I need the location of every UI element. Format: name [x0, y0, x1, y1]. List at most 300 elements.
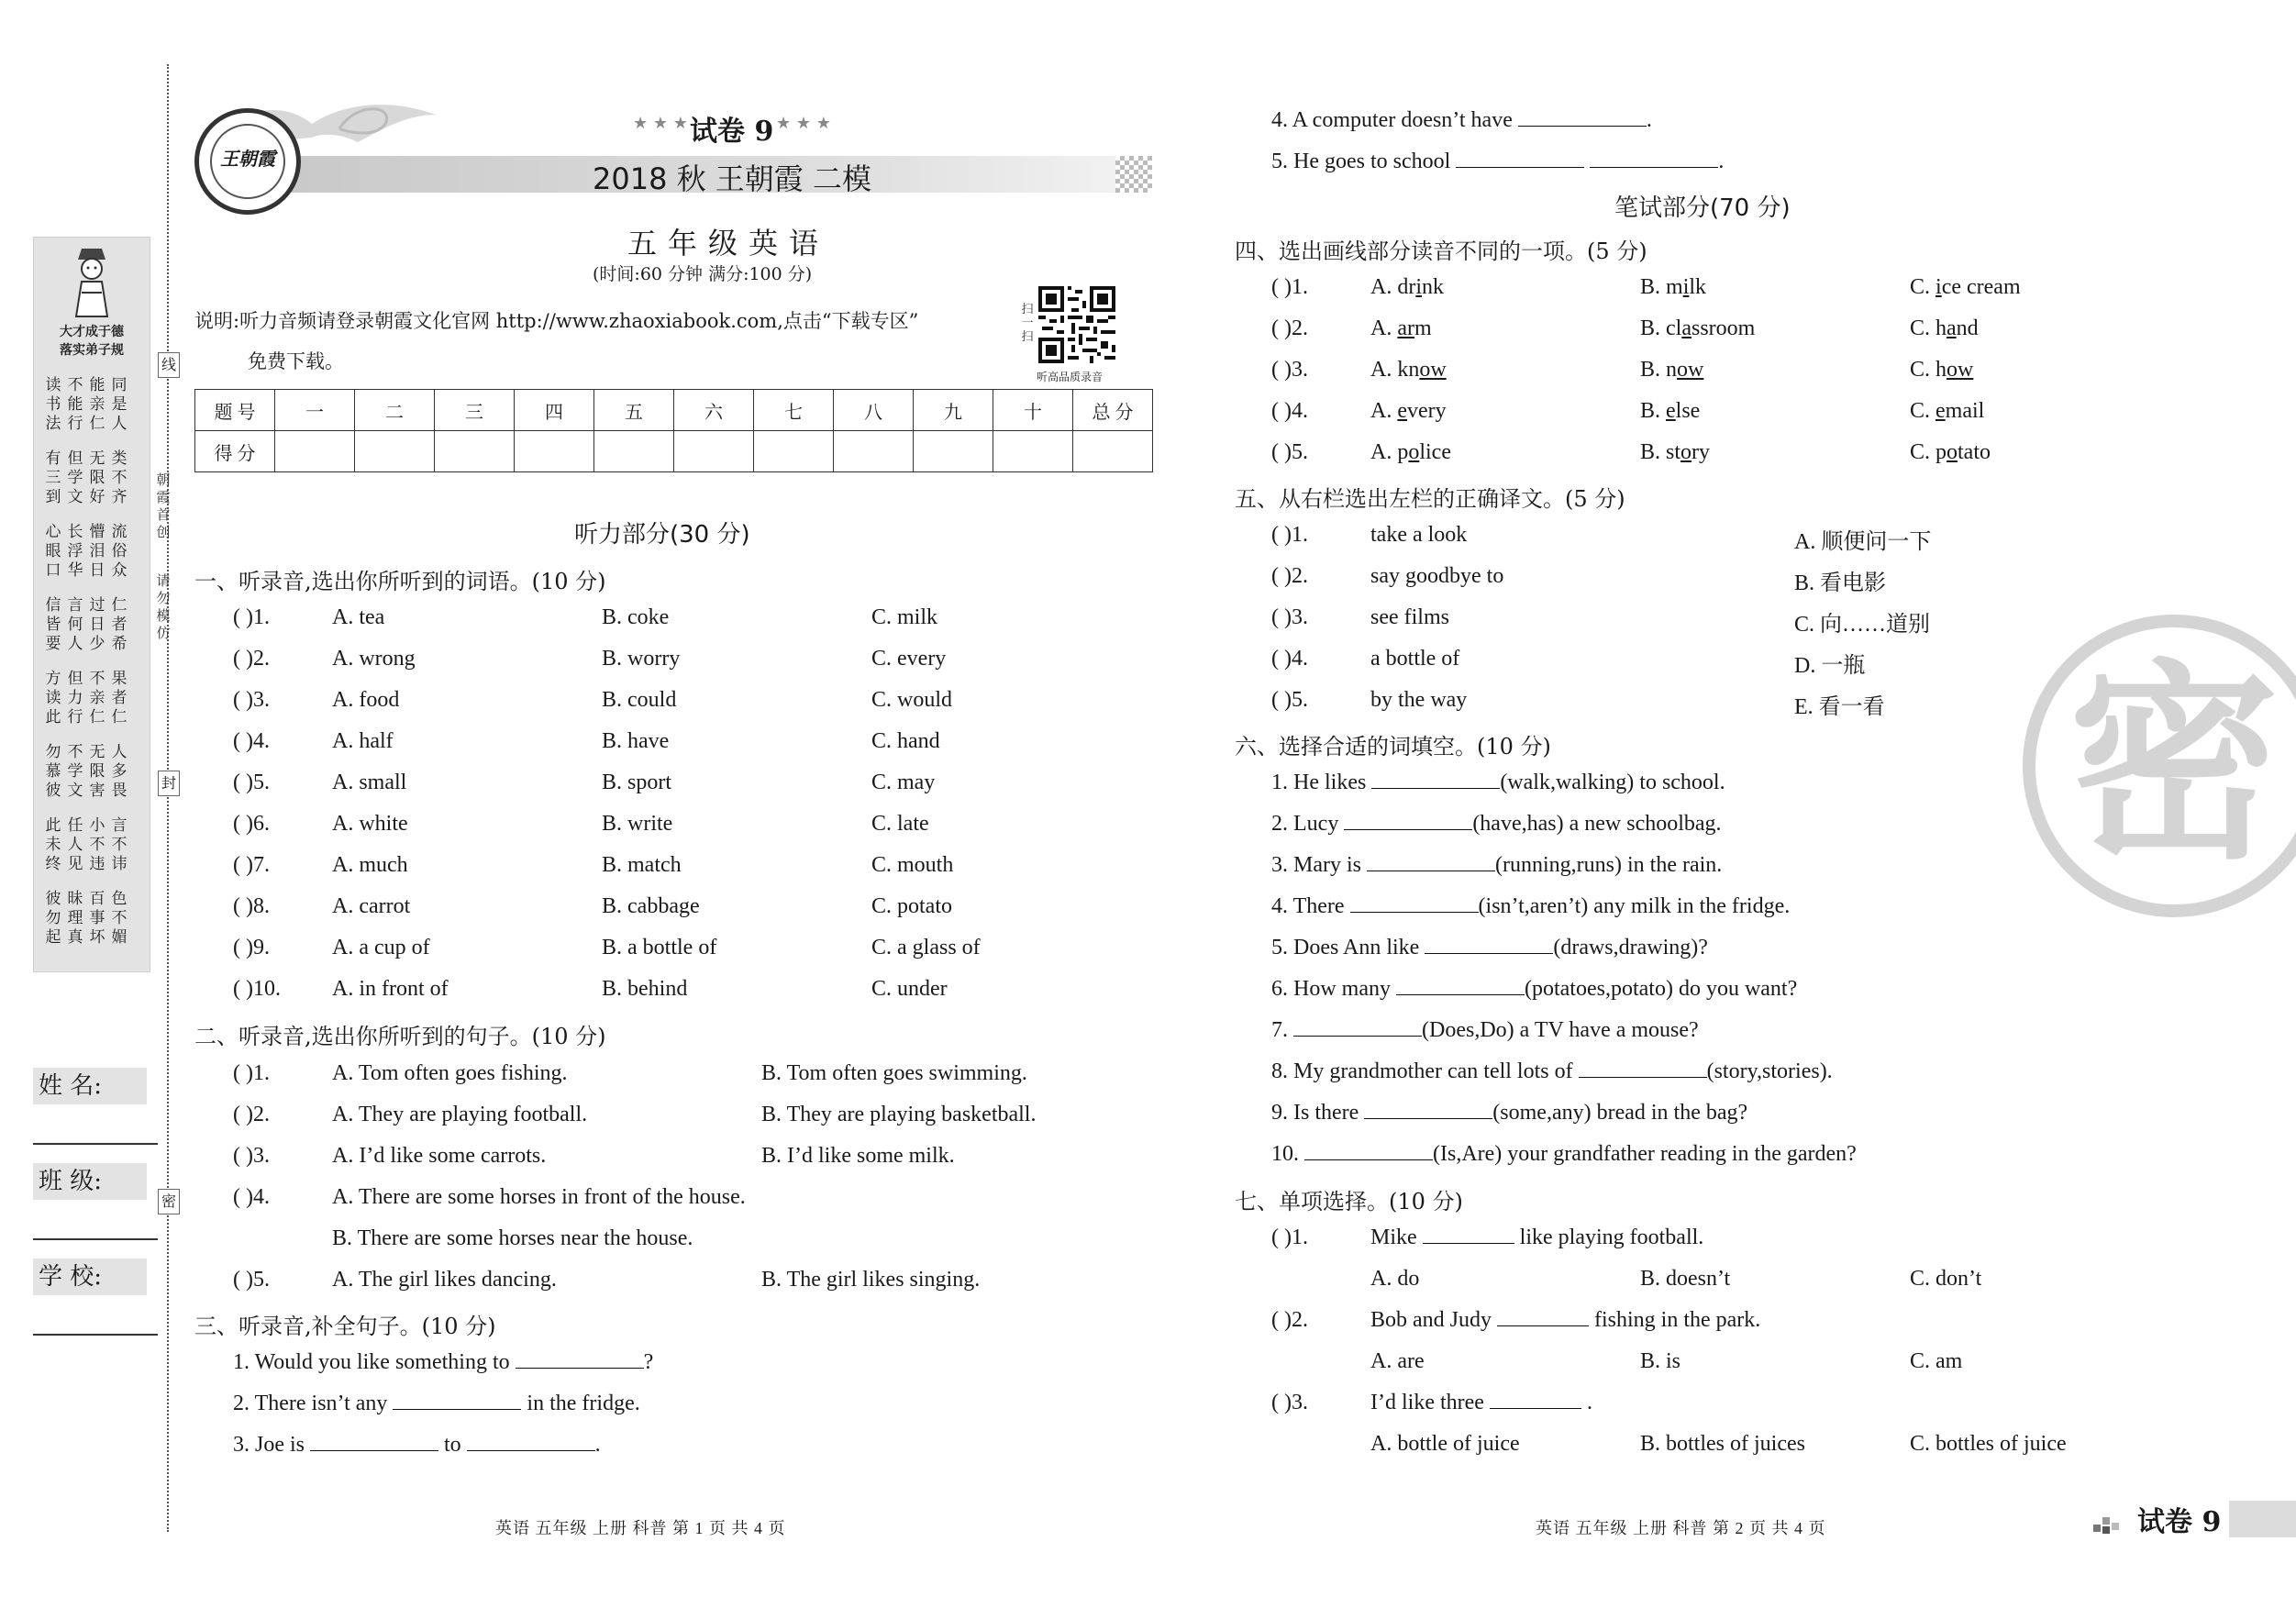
s7-text: Mike	[1370, 1225, 1417, 1249]
score-table	[194, 389, 1153, 472]
s7-option-b[interactable]: B. doesn’t	[1640, 1267, 1731, 1291]
corner-paper-label: 试卷 9	[2137, 1506, 2222, 1538]
s4-option-a[interactable]	[1370, 440, 1451, 465]
s6-question	[1271, 853, 1722, 878]
s2-option-b[interactable]: B. They are playing basketball.	[761, 1103, 1037, 1126]
s6-question	[1271, 1142, 1857, 1167]
underlined-letters: ow	[1947, 358, 1974, 382]
s7-option-b[interactable]: B. is	[1640, 1349, 1681, 1373]
section-4-title: 四、选出画线部分读音不同的一项。(5 分)	[1235, 238, 1647, 264]
answer-blank[interactable]	[1497, 1309, 1589, 1326]
s2-option-a[interactable]: A. Tom often goes fishing.	[332, 1061, 568, 1085]
s6-text: (some,any) bread in the bag?	[1492, 1101, 1748, 1125]
s7-text: fishing in the park.	[1594, 1308, 1761, 1332]
school-field[interactable]	[33, 1334, 158, 1336]
option-text: m	[1414, 316, 1432, 340]
underlined-letters: o	[1680, 440, 1692, 464]
answer-blank[interactable]	[310, 1434, 438, 1451]
s4-q-num: ( )1.	[1271, 275, 1308, 299]
motto-column: 不学文	[67, 743, 83, 800]
answer-blank[interactable]	[1425, 937, 1553, 954]
score-head-8: 八	[834, 390, 914, 431]
s5-q-num: ( )4.	[1271, 647, 1308, 671]
stars-right: ★ ★ ★	[776, 114, 831, 133]
option-text: B.	[1640, 399, 1667, 423]
s2-q-num: ( )2.	[233, 1103, 270, 1126]
underlined-letters: o	[1408, 440, 1420, 464]
motto-column: 不亲仁	[89, 670, 105, 726]
s1-option-b[interactable]: B. match	[602, 853, 682, 877]
motto-column: 心眼口	[45, 523, 61, 580]
s1-option-b[interactable]: B. behind	[602, 977, 688, 1001]
s6-text: (walk,walking) to school.	[1500, 771, 1725, 794]
underlined-letters: ar	[1397, 316, 1414, 340]
s1-q-num: ( )2.	[233, 647, 270, 671]
side-note-2: 请勿模仿	[156, 572, 171, 641]
motto-column: 过日少	[89, 596, 105, 653]
s6-text: 9. Is there	[1271, 1101, 1359, 1125]
score-head-3: 三	[435, 390, 515, 431]
s1-option-b[interactable]: B. cabbage	[602, 894, 700, 918]
instruction-note-cont: 免费下载。	[248, 350, 344, 372]
watermark-char: 密	[2068, 643, 2279, 888]
underlined-letters: i	[1415, 275, 1422, 299]
exam-title: 2018 秋 王朝霞 二模	[593, 161, 871, 196]
s4-q-num: ( )5.	[1271, 440, 1308, 464]
answer-blank[interactable]	[1293, 1019, 1422, 1037]
option-text: A.	[1370, 399, 1398, 423]
s1-option-a[interactable]: A. white	[332, 812, 408, 836]
qr-caption: 听高品质录音	[1037, 371, 1104, 383]
s1-option-c[interactable]: C. potato	[871, 894, 952, 918]
s7-option-a[interactable]: A. do	[1370, 1267, 1420, 1291]
s5-q-num: ( )1.	[1271, 523, 1308, 547]
motto-column: 方读此	[45, 670, 61, 726]
s3-q2	[233, 1392, 640, 1416]
s1-option-c[interactable]: C. mouth	[871, 853, 954, 877]
footer-page-2: 英语 五年级 上册 科普 第 2 页 共 4 页	[1536, 1519, 1826, 1537]
s3-q5-end: .	[1718, 150, 1725, 173]
option-text: ce cream	[1941, 275, 2021, 299]
s6-text: 6. How many	[1271, 977, 1391, 1001]
option-text: C.	[1910, 275, 1936, 299]
s2-option-a[interactable]: A. I’d like some carrots.	[332, 1144, 547, 1168]
score-head-0: 题 号	[195, 390, 275, 431]
underlined-letters: ow	[1419, 358, 1447, 382]
motto-column: 无限害	[89, 743, 105, 800]
s1-option-a[interactable]: A. in front of	[332, 977, 449, 1001]
s6-question	[1271, 936, 1708, 960]
answer-blank[interactable]	[1367, 854, 1495, 871]
motto-column: 任人见	[67, 816, 83, 873]
motto-column: 无限好	[89, 449, 105, 506]
motto-column: 言不讳	[111, 816, 128, 873]
underlined-letters: e	[1666, 399, 1676, 423]
motto-column: 同是人	[111, 376, 128, 433]
s3-q1-text: 1. Would you like something to	[233, 1350, 510, 1374]
s6-text: (isn’t,aren’t) any milk in the fridge.	[1478, 894, 1791, 918]
s3-q2-text: 2. There isn’t any	[233, 1392, 388, 1415]
s7-option-a[interactable]: A. bottle of juice	[1370, 1432, 1520, 1456]
score-head-5: 五	[594, 390, 674, 431]
motto-column: 小不违	[89, 816, 105, 873]
s2-q4-option-a[interactable]: A. There are some horses in front of the house.	[332, 1185, 746, 1209]
s5-english-phrase: take a look	[1370, 523, 1468, 547]
s2-q4-option-b[interactable]: B. There are some horses near the house.	[332, 1226, 693, 1250]
answer-blank[interactable]	[1371, 771, 1500, 789]
section-5-title: 五、从右栏选出左栏的正确译文。(5 分)	[1235, 486, 1625, 512]
qr-side-text: 扫一扫	[1021, 303, 1034, 344]
footer-page-1: 英语 五年级 上册 科普 第 1 页 共 4 页	[495, 1519, 786, 1537]
s3-q1-end: ?	[643, 1350, 654, 1374]
s1-q-num: ( )1.	[233, 605, 270, 629]
s6-text: (Is,Are) your grandfather reading in the garden?	[1433, 1142, 1857, 1166]
s6-question	[1271, 1018, 1699, 1043]
s3-q4-text: 4. A computer doesn’t have	[1271, 108, 1513, 132]
logo-text: 王朝霞	[220, 148, 275, 170]
s1-q-num: ( )9.	[233, 936, 270, 959]
motto-column: 流俗众	[111, 523, 128, 580]
score-row-label: 得 分	[195, 431, 275, 472]
s6-text: 8. My grandmother can tell lots of	[1271, 1059, 1573, 1083]
s4-option-c[interactable]	[1910, 440, 1991, 465]
score-cell[interactable]	[993, 431, 1073, 472]
s6-question	[1271, 894, 1790, 919]
option-text: nk	[1422, 275, 1444, 299]
option-text: B. st	[1640, 440, 1681, 464]
s6-text: 7.	[1271, 1018, 1288, 1042]
s2-option-b[interactable]: B. I’d like some milk.	[761, 1144, 955, 1168]
cut-line	[167, 64, 169, 1532]
s2-q-num: ( )3.	[233, 1144, 270, 1168]
score-cell[interactable]	[515, 431, 594, 472]
s1-option-b[interactable]: B. write	[602, 812, 673, 836]
s6-question	[1271, 771, 1725, 795]
s6-text: (story,stories).	[1706, 1059, 1833, 1083]
s3-q3-text-2: to	[444, 1433, 461, 1457]
option-text: C. h	[1910, 316, 1947, 340]
corner-bar	[2229, 1501, 2296, 1537]
s6-text: (Does,Do) a TV have a mouse?	[1422, 1018, 1699, 1042]
score-cell[interactable]	[355, 431, 435, 472]
paper-label: 试卷 9	[690, 116, 774, 148]
stars-left: ★ ★ ★	[633, 114, 688, 133]
option-text: ry	[1691, 440, 1711, 464]
score-head-1: 一	[275, 390, 355, 431]
s4-q-num: ( )4.	[1271, 399, 1308, 423]
motto-column: 百事坏	[89, 890, 105, 947]
motto-column: 懵泪日	[89, 523, 105, 580]
s5-english-phrase: by the way	[1370, 688, 1468, 712]
s6-text: 10.	[1271, 1142, 1299, 1166]
underlined-letters: ow	[1677, 358, 1704, 382]
option-text: A. dr	[1370, 275, 1416, 299]
brand-logo	[194, 108, 301, 215]
s1-q-num: ( )3.	[233, 688, 270, 712]
s1-option-a[interactable]: A. tea	[332, 605, 385, 629]
s2-option-b[interactable]: B. Tom often goes swimming.	[761, 1061, 1027, 1085]
score-head-9: 九	[914, 390, 993, 431]
school-label: 学 校:	[33, 1259, 147, 1295]
s1-option-a[interactable]: A. small	[332, 771, 407, 794]
s5-chinese-option[interactable]: C. 向……道别	[1794, 613, 1931, 637]
s1-option-b[interactable]: B. could	[602, 688, 677, 712]
score-head-2: 二	[355, 390, 435, 431]
s4-option-c[interactable]	[1910, 358, 1973, 383]
motto-heading-2: 落实弟子规	[60, 343, 124, 358]
s6-question	[1271, 977, 1797, 1002]
qr-code[interactable]	[1038, 286, 1115, 363]
option-text: lk	[1689, 275, 1707, 299]
section-7-title: 七、单项选择。(10 分)	[1235, 1189, 1463, 1214]
s4-option-b[interactable]	[1640, 440, 1710, 465]
underlined-letters: a	[1681, 316, 1691, 340]
s7-option-c[interactable]: C. am	[1910, 1349, 1963, 1373]
motto-column: 果者仁	[111, 670, 128, 726]
option-text: C. p	[1910, 440, 1947, 464]
s1-option-a[interactable]: A. much	[332, 853, 408, 877]
s4-option-a[interactable]	[1370, 316, 1432, 341]
checker-pattern	[1115, 156, 1152, 193]
s1-q-num: ( )4.	[233, 729, 270, 753]
s7-option-a[interactable]: A. are	[1370, 1349, 1425, 1373]
motto-column: 色不媚	[111, 890, 128, 947]
s5-english-phrase: see films	[1370, 605, 1449, 629]
s7-text: like playing football.	[1519, 1225, 1704, 1249]
s1-option-a[interactable]: A. food	[332, 688, 400, 712]
s7-text: .	[1586, 1391, 1592, 1414]
writing-title: 笔试部分(70 分)	[1614, 194, 1791, 222]
motto-heading-1: 大才成于德	[60, 325, 124, 339]
s3-q5	[1271, 150, 1724, 174]
s5-chinese-option[interactable]: E. 看一看	[1794, 695, 1885, 719]
s5-q-num: ( )2.	[1271, 564, 1308, 588]
s3-q4	[1271, 108, 1652, 133]
option-text: nd	[1956, 316, 1979, 340]
option-text: tato	[1958, 440, 1991, 464]
s2-q5-num: ( )5.	[233, 1268, 270, 1292]
answer-blank[interactable]	[1304, 1143, 1433, 1160]
answer-blank[interactable]	[467, 1434, 595, 1451]
s4-option-b[interactable]	[1640, 399, 1700, 424]
motto-column: 读书法	[45, 376, 61, 433]
option-text: very	[1407, 399, 1447, 423]
class-field[interactable]	[33, 1238, 158, 1240]
s1-q-num: ( )10.	[233, 977, 281, 1001]
s1-option-c[interactable]: C. milk	[871, 605, 938, 629]
s4-option-c[interactable]	[1910, 275, 2021, 300]
class-label: 班 级:	[33, 1163, 147, 1200]
motto-column: 不能行	[67, 376, 83, 433]
s7-option-c[interactable]: C. bottles of juice	[1910, 1432, 2067, 1456]
s4-option-b[interactable]	[1640, 316, 1755, 341]
s1-option-a[interactable]: A. wrong	[332, 647, 416, 671]
motto-column: 昧理真	[67, 890, 83, 947]
answer-blank[interactable]	[516, 1351, 644, 1369]
s1-q-num: ( )5.	[233, 771, 270, 794]
name-field[interactable]	[33, 1143, 158, 1145]
s3-q3-end: .	[594, 1433, 601, 1457]
s6-question	[1271, 812, 1722, 837]
score-head-6: 六	[674, 390, 754, 431]
s6-text: 3. Mary is	[1271, 853, 1361, 877]
s5-english-phrase: say goodbye to	[1370, 564, 1504, 588]
s5-english-phrase: a bottle of	[1370, 647, 1460, 671]
underlined-letters: e	[1936, 399, 1946, 423]
score-cell[interactable]	[1073, 431, 1153, 472]
motto-column: 能亲仁	[89, 376, 105, 433]
section-2-title: 二、听录音,选出你所听到的句子。(10 分)	[194, 1024, 606, 1049]
s6-question	[1271, 1101, 1747, 1126]
answer-blank[interactable]	[393, 1392, 521, 1410]
section-1-title: 一、听录音,选出你所听到的词语。(10 分)	[194, 569, 606, 594]
name-label: 姓 名:	[33, 1068, 147, 1104]
underlined-letters: a	[1947, 316, 1957, 340]
score-cell[interactable]	[275, 431, 355, 472]
score-cell[interactable]	[435, 431, 515, 472]
side-note-1: 朝霞首创	[156, 471, 171, 540]
motto-column: 有三到	[45, 449, 61, 506]
motto-column: 此未终	[45, 816, 61, 873]
score-cell[interactable]	[594, 431, 674, 472]
score-cell[interactable]	[834, 431, 914, 472]
s5-q-num: ( )3.	[1271, 605, 1308, 629]
section-3-title: 三、听录音,补全句子。(10 分)	[194, 1314, 496, 1339]
s5-q-num: ( )5.	[1271, 688, 1308, 712]
option-text: B. n	[1640, 358, 1678, 382]
listening-title: 听力部分(30 分)	[574, 521, 750, 549]
s2-q-num: ( )1.	[233, 1061, 270, 1085]
s2-q5-option-a[interactable]: A. The girl likes dancing.	[332, 1268, 557, 1292]
s7-option-b[interactable]: B. bottles of juices	[1640, 1432, 1805, 1456]
s1-q-num: ( )8.	[233, 894, 270, 918]
motto-column: 信皆要	[45, 596, 61, 653]
s6-text: (draws,drawing)?	[1553, 936, 1708, 959]
underlined-letters: e	[1397, 399, 1407, 423]
s5-chinese-option[interactable]: D. 一瓶	[1794, 654, 1866, 678]
answer-blank[interactable]	[1350, 895, 1479, 913]
answer-blank[interactable]	[1590, 150, 1718, 168]
s1-option-c[interactable]: C. under	[871, 977, 948, 1001]
answer-blank[interactable]	[1423, 1226, 1514, 1244]
option-text: B. cl	[1640, 316, 1682, 340]
s4-option-b[interactable]	[1640, 275, 1706, 300]
seal-char-2: 封	[158, 771, 180, 796]
s1-option-a[interactable]: A. carrot	[332, 894, 411, 918]
motto-column: 类不齐	[111, 449, 128, 506]
option-text: B. m	[1640, 275, 1683, 299]
score-cell[interactable]	[914, 431, 993, 472]
s1-option-c[interactable]: C. hand	[871, 729, 940, 753]
s7-text: Bob and Judy	[1370, 1308, 1492, 1332]
s5-chinese-option[interactable]: B. 看电影	[1794, 571, 1887, 595]
option-text: A. p	[1370, 440, 1409, 464]
score-cell[interactable]	[754, 431, 834, 472]
s1-option-c[interactable]: C. may	[871, 771, 936, 794]
s4-option-a[interactable]	[1370, 358, 1447, 383]
score-head-7: 七	[754, 390, 834, 431]
underlined-letters: i	[1936, 275, 1942, 299]
confidential-watermark	[2023, 615, 2296, 917]
s4-q-num: ( )3.	[1271, 358, 1308, 382]
s3-q3	[233, 1433, 601, 1458]
s6-text: 1. He likes	[1271, 771, 1367, 794]
s3-q5-text: 5. He goes to school	[1271, 150, 1451, 173]
answer-blank[interactable]	[1579, 1060, 1707, 1078]
s5-chinese-option[interactable]: A. 顺便问一下	[1794, 530, 1932, 554]
s3-q3-text: 3. Joe is	[233, 1433, 305, 1457]
s7-option-c[interactable]: C. don’t	[1910, 1267, 1982, 1291]
s7-text: I’d like three	[1370, 1391, 1484, 1414]
answer-blank[interactable]	[1456, 150, 1584, 168]
s1-option-a[interactable]: A. half	[332, 729, 394, 753]
score-head-total: 总 分	[1073, 390, 1153, 431]
corner-squares	[2093, 1515, 2126, 1534]
time-info: (时间:60 分钟 满分:100 分)	[593, 264, 813, 284]
s1-option-b[interactable]: B. worry	[602, 647, 681, 671]
s4-option-b[interactable]	[1640, 358, 1703, 383]
s4-q-num: ( )2.	[1271, 316, 1308, 340]
answer-blank[interactable]	[1396, 978, 1525, 995]
s1-option-b[interactable]: B. have	[602, 729, 670, 753]
s1-option-c[interactable]: C. every	[871, 647, 947, 671]
section-6-title: 六、选择合适的词填空。(10 分)	[1235, 734, 1551, 760]
score-head-10: 十	[993, 390, 1073, 431]
instruction-note: 说明:听力音频请登录朝霞文化官网 http://www.zhaoxiabook.com,点击“下载专区”	[194, 310, 919, 332]
s1-option-b[interactable]: B. a bottle of	[602, 936, 717, 959]
s2-q5-option-b[interactable]: B. The girl likes singing.	[761, 1268, 981, 1292]
s1-option-b[interactable]: B. sport	[602, 771, 672, 794]
answer-blank[interactable]	[1518, 109, 1647, 127]
seal-char-3: 密	[158, 1189, 180, 1214]
answer-blank[interactable]	[1490, 1392, 1581, 1409]
motto-column: 长浮华	[67, 523, 83, 580]
option-text: ssroom	[1691, 316, 1756, 340]
option-text: A. kn	[1370, 358, 1420, 382]
s1-option-a[interactable]: A. a cup of	[332, 936, 430, 959]
s4-option-c[interactable]	[1910, 316, 1979, 341]
s1-option-c[interactable]: C. would	[871, 688, 953, 712]
s7-question	[1370, 1225, 1703, 1250]
s6-text: 2. Lucy	[1271, 812, 1339, 836]
s2-option-a[interactable]: A. They are playing football.	[332, 1103, 588, 1126]
s1-option-c[interactable]: C. late	[871, 812, 929, 836]
motto-column: 人多畏	[111, 743, 128, 800]
s6-text: 5. Does Ann like	[1271, 936, 1420, 959]
s6-question	[1271, 1059, 1833, 1084]
seal-char-1: 线	[158, 352, 180, 378]
s4-option-c[interactable]	[1910, 399, 1984, 424]
score-cell[interactable]	[674, 431, 754, 472]
answer-blank[interactable]	[1344, 813, 1472, 830]
answer-blank[interactable]	[1364, 1102, 1492, 1119]
s2-q4-num: ( )4.	[233, 1185, 270, 1209]
option-text: mail	[1945, 399, 1985, 423]
s4-option-a[interactable]	[1370, 399, 1447, 424]
s7-q-num: ( )3.	[1271, 1391, 1308, 1414]
s7-q-num: ( )2.	[1271, 1308, 1308, 1332]
underlined-letters: i	[1682, 275, 1690, 299]
s4-option-a[interactable]	[1370, 275, 1444, 300]
s3-q1	[233, 1350, 653, 1375]
option-text: C.	[1910, 399, 1936, 423]
s7-question	[1370, 1308, 1760, 1333]
option-text: A.	[1370, 316, 1398, 340]
s1-option-c[interactable]: C. a glass of	[871, 936, 981, 959]
s3-q2-text-2: in the fridge.	[527, 1392, 640, 1415]
s1-option-b[interactable]: B. coke	[602, 605, 670, 629]
motto-column: 但学文	[67, 449, 83, 506]
